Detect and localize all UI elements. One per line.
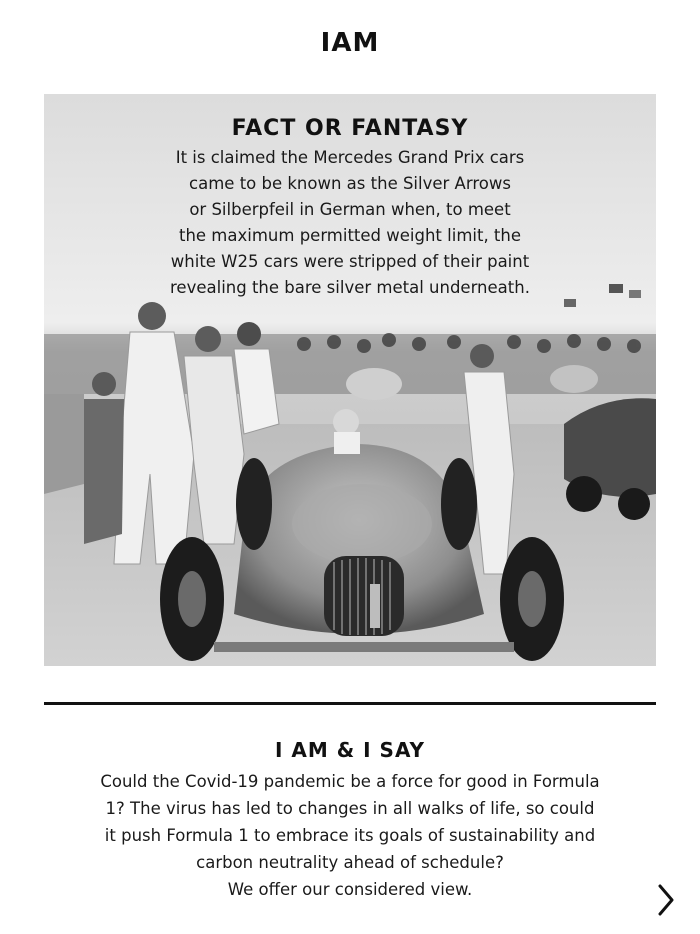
section-divider	[44, 702, 656, 705]
feature-line: It is claimed the Mercedes Grand Prix cars	[175, 148, 525, 167]
feature-line: came to be known as the Silver Arrows	[189, 174, 511, 193]
say-line: We offer our considered view.	[227, 880, 473, 899]
feature-line: or Silberpfeil in German when, to meet	[189, 200, 511, 219]
say-line: 1? The virus has led to changes in all walks of life, so could	[105, 799, 595, 818]
say-line: Could the Covid-19 pandemic be a force for good in Formula	[100, 772, 600, 791]
feature-line: the maximum permitted weight limit, the	[178, 226, 522, 245]
feature-line: revealing the bare silver metal underneath.	[170, 278, 530, 297]
brand-logo: IAM	[320, 28, 380, 58]
feature-title: FACT OR FANTASY	[231, 116, 469, 141]
i-am-i-say-section[interactable]	[44, 738, 656, 903]
say-title: I AM & I SAY	[274, 738, 425, 762]
feature-body	[135, 145, 565, 301]
feature-line: white W25 cars were stripped of their paint	[170, 252, 530, 271]
chevron-right-icon[interactable]	[654, 880, 678, 920]
say-line: carbon neutrality ahead of schedule?	[196, 853, 504, 872]
say-line: it push Formula 1 to embrace its goals of sustainability and	[104, 826, 596, 845]
fact-or-fantasy-feature	[44, 94, 656, 666]
feature-text	[44, 116, 656, 301]
say-body	[55, 768, 645, 903]
